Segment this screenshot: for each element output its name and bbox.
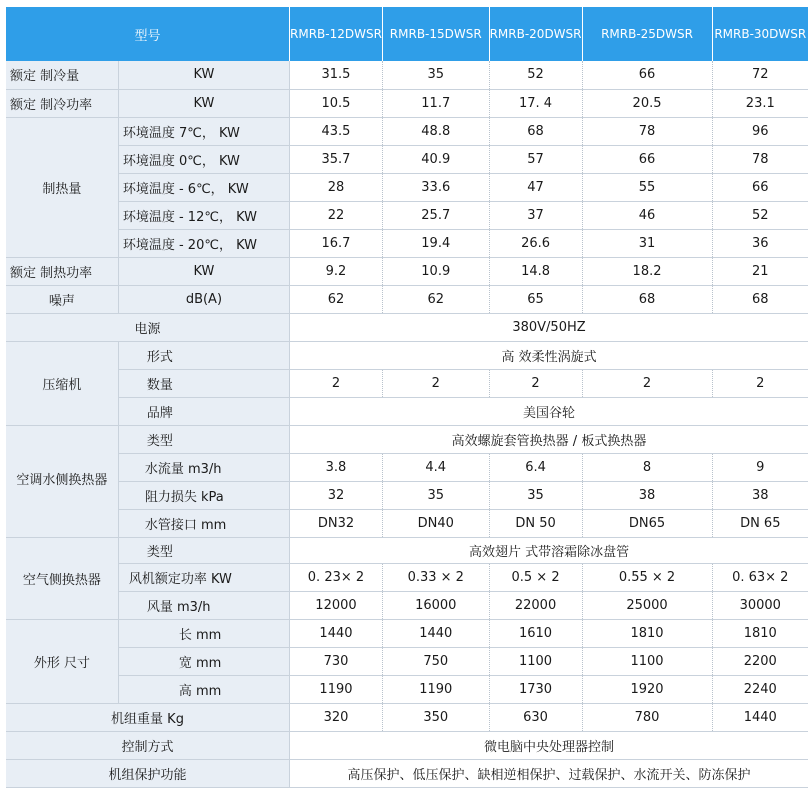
cell-value: 16.7 [290, 229, 383, 257]
table-row [6, 341, 808, 369]
cell-value: 62 [290, 285, 383, 313]
table-row [6, 397, 808, 425]
cell-value: 17. 4 [489, 89, 582, 117]
cell-value: 730 [290, 647, 383, 675]
row-label: 机组重量 Kg [6, 703, 290, 731]
cell-value: 2 [290, 369, 383, 397]
table-row [6, 145, 808, 173]
table-row [6, 61, 808, 89]
cell-value: 66 [582, 145, 712, 173]
table-row [6, 537, 808, 563]
table-row [6, 201, 808, 229]
table-row [6, 285, 808, 313]
cell-value: 66 [582, 61, 712, 89]
model-name: RMRB-25DWSR [582, 7, 712, 61]
cell-value: 48.8 [382, 117, 489, 145]
table-row [6, 731, 808, 759]
table-row [6, 563, 808, 591]
cell-value: 1100 [582, 647, 712, 675]
cell-value: 750 [382, 647, 489, 675]
cell-value: 14.8 [489, 257, 582, 285]
row-label: 额定 制冷功率 [6, 89, 118, 117]
row-sublabel: 类型 [118, 425, 289, 453]
cell-value: 1440 [290, 619, 383, 647]
cell-value: 0. 63× 2 [712, 563, 808, 591]
cell-value: 10.9 [382, 257, 489, 285]
model-name: RMRB-30DWSR [712, 7, 808, 61]
cell-value: 78 [582, 117, 712, 145]
cell-value: 38 [582, 481, 712, 509]
cell-value: DN40 [382, 509, 489, 537]
row-sublabel: 环境温度 - 6℃， KW [118, 173, 289, 201]
row-sublabel: 品牌 [118, 397, 289, 425]
table-row [6, 647, 808, 675]
cell-value: 35 [382, 61, 489, 89]
cell-value: 40.9 [382, 145, 489, 173]
row-unit: KW [118, 89, 289, 117]
table-row [6, 619, 808, 647]
cell-value: 3.8 [290, 453, 383, 481]
cell-value: 6.4 [489, 453, 582, 481]
table-row [6, 703, 808, 731]
cell-value: 35.7 [290, 145, 383, 173]
group-label: 空气侧换热器 [6, 537, 118, 619]
cell-value: 12000 [290, 591, 383, 619]
cell-value: 25000 [582, 591, 712, 619]
cell-value: 微电脑中央处理器控制 [290, 731, 808, 759]
cell-value: 33.6 [382, 173, 489, 201]
row-sublabel: 高 mm [118, 675, 289, 703]
cell-value: 19.4 [382, 229, 489, 257]
cell-value: 31 [582, 229, 712, 257]
cell-value: 43.5 [290, 117, 383, 145]
cell-value: 31.5 [290, 61, 383, 89]
cell-value: 78 [712, 145, 808, 173]
cell-value: 20.5 [582, 89, 712, 117]
table-row [6, 759, 808, 787]
cell-value: 10.5 [290, 89, 383, 117]
cell-value: 1730 [489, 675, 582, 703]
cell-value: 1610 [489, 619, 582, 647]
row-sublabel: 长 mm [118, 619, 289, 647]
cell-value: 2 [489, 369, 582, 397]
cell-value: 0. 23× 2 [290, 563, 383, 591]
cell-value: 52 [489, 61, 582, 89]
table-row [6, 509, 808, 537]
cell-value: 72 [712, 61, 808, 89]
cell-value: 46 [582, 201, 712, 229]
cell-value: 1190 [382, 675, 489, 703]
cell-value: 美国谷轮 [290, 397, 808, 425]
row-sublabel: 类型 [118, 537, 289, 563]
cell-value: DN 65 [712, 509, 808, 537]
cell-value: 25.7 [382, 201, 489, 229]
cell-value: 780 [582, 703, 712, 731]
cell-value: 68 [712, 285, 808, 313]
cell-value: 0.33 × 2 [382, 563, 489, 591]
row-sublabel: 阻力损失 kPa [118, 481, 289, 509]
cell-value: 350 [382, 703, 489, 731]
cell-value: 2 [712, 369, 808, 397]
cell-value: 57 [489, 145, 582, 173]
row-sublabel: 环境温度 - 12℃， KW [118, 201, 289, 229]
cell-value: 1100 [489, 647, 582, 675]
cell-value: 1190 [290, 675, 383, 703]
model-name: RMRB-20DWSR [489, 7, 582, 61]
row-label: 电源 [6, 313, 290, 341]
cell-value: 96 [712, 117, 808, 145]
cell-value: 2200 [712, 647, 808, 675]
table-row [6, 369, 808, 397]
row-label: 额定 制热功率 [6, 257, 118, 285]
cell-value: 8 [582, 453, 712, 481]
cell-value: 28 [290, 173, 383, 201]
table-row [6, 89, 808, 117]
cell-value: 32 [290, 481, 383, 509]
cell-value: 高 效柔性涡旋式 [290, 341, 808, 369]
group-label: 空调水侧换热器 [6, 425, 118, 537]
cell-value: 65 [489, 285, 582, 313]
row-sublabel: 形式 [118, 341, 289, 369]
cell-value: 36 [712, 229, 808, 257]
cell-value: 9.2 [290, 257, 383, 285]
row-label: 噪声 [6, 285, 118, 313]
cell-value: 1440 [712, 703, 808, 731]
row-sublabel: 宽 mm [118, 647, 289, 675]
cell-value: 16000 [382, 591, 489, 619]
cell-value: 0.55 × 2 [582, 563, 712, 591]
cell-value: 22000 [489, 591, 582, 619]
cell-value: 38 [712, 481, 808, 509]
cell-value: DN32 [290, 509, 383, 537]
row-sublabel: 数量 [118, 369, 289, 397]
cell-value: 30000 [712, 591, 808, 619]
cell-value: 2 [382, 369, 489, 397]
cell-value: 11.7 [382, 89, 489, 117]
spec-table [6, 7, 808, 788]
cell-value: 26.6 [489, 229, 582, 257]
cell-value: 66 [712, 173, 808, 201]
cell-value: 1920 [582, 675, 712, 703]
cell-value: DN65 [582, 509, 712, 537]
row-label: 机组保护功能 [6, 759, 290, 787]
cell-value: 55 [582, 173, 712, 201]
cell-value: 4.4 [382, 453, 489, 481]
cell-value: 1810 [712, 619, 808, 647]
table-row [6, 425, 808, 453]
cell-value: 9 [712, 453, 808, 481]
model-header: 型号 [6, 7, 290, 61]
table-row [6, 229, 808, 257]
row-sublabel: 风机额定功率 KW [118, 563, 289, 591]
table-row [6, 313, 808, 341]
cell-value: 52 [712, 201, 808, 229]
header-row [6, 7, 808, 61]
row-unit: dB(A) [118, 285, 289, 313]
cell-value: 0.5 × 2 [489, 563, 582, 591]
cell-value: 高效螺旋套管换热器 / 板式换热器 [290, 425, 808, 453]
model-name: RMRB-15DWSR [382, 7, 489, 61]
cell-value: 37 [489, 201, 582, 229]
cell-value: 68 [489, 117, 582, 145]
cell-value: 高效翅片 式带溶霜除冰盘管 [290, 537, 808, 563]
table-row [6, 257, 808, 285]
cell-value: 2 [582, 369, 712, 397]
row-sublabel: 环境温度 7℃， KW [118, 117, 289, 145]
cell-value: 高压保护、低压保护、缺相逆相保护、过载保护、水流开关、防冻保护 [290, 759, 808, 787]
cell-value: 1810 [582, 619, 712, 647]
table-row [6, 117, 808, 145]
cell-value: 47 [489, 173, 582, 201]
cell-value: 35 [489, 481, 582, 509]
cell-value: 62 [382, 285, 489, 313]
row-sublabel: 环境温度 - 20℃， KW [118, 229, 289, 257]
row-sublabel: 水流量 m3/h [118, 453, 289, 481]
row-sublabel: 风量 m3/h [118, 591, 289, 619]
table-row [6, 591, 808, 619]
row-sublabel: 水管接口 mm [118, 509, 289, 537]
cell-value: 23.1 [712, 89, 808, 117]
cell-value: 320 [290, 703, 383, 731]
cell-value: 380V/50HZ [290, 313, 808, 341]
model-name: RMRB-12DWSR [290, 7, 383, 61]
row-unit: KW [118, 257, 289, 285]
cell-value: DN 50 [489, 509, 582, 537]
row-sublabel: 环境温度 0℃， KW [118, 145, 289, 173]
row-label: 额定 制冷量 [6, 61, 118, 89]
cell-value: 68 [582, 285, 712, 313]
cell-value: 2240 [712, 675, 808, 703]
table-row [6, 481, 808, 509]
table-row [6, 453, 808, 481]
cell-value: 35 [382, 481, 489, 509]
table-row [6, 675, 808, 703]
row-unit: KW [118, 61, 289, 89]
cell-value: 630 [489, 703, 582, 731]
group-label: 外形 尺寸 [6, 619, 118, 703]
cell-value: 1440 [382, 619, 489, 647]
cell-value: 18.2 [582, 257, 712, 285]
table-row [6, 173, 808, 201]
cell-value: 22 [290, 201, 383, 229]
cell-value: 21 [712, 257, 808, 285]
row-label: 控制方式 [6, 731, 290, 759]
group-label: 压缩机 [6, 341, 118, 425]
group-label: 制热量 [6, 117, 118, 257]
